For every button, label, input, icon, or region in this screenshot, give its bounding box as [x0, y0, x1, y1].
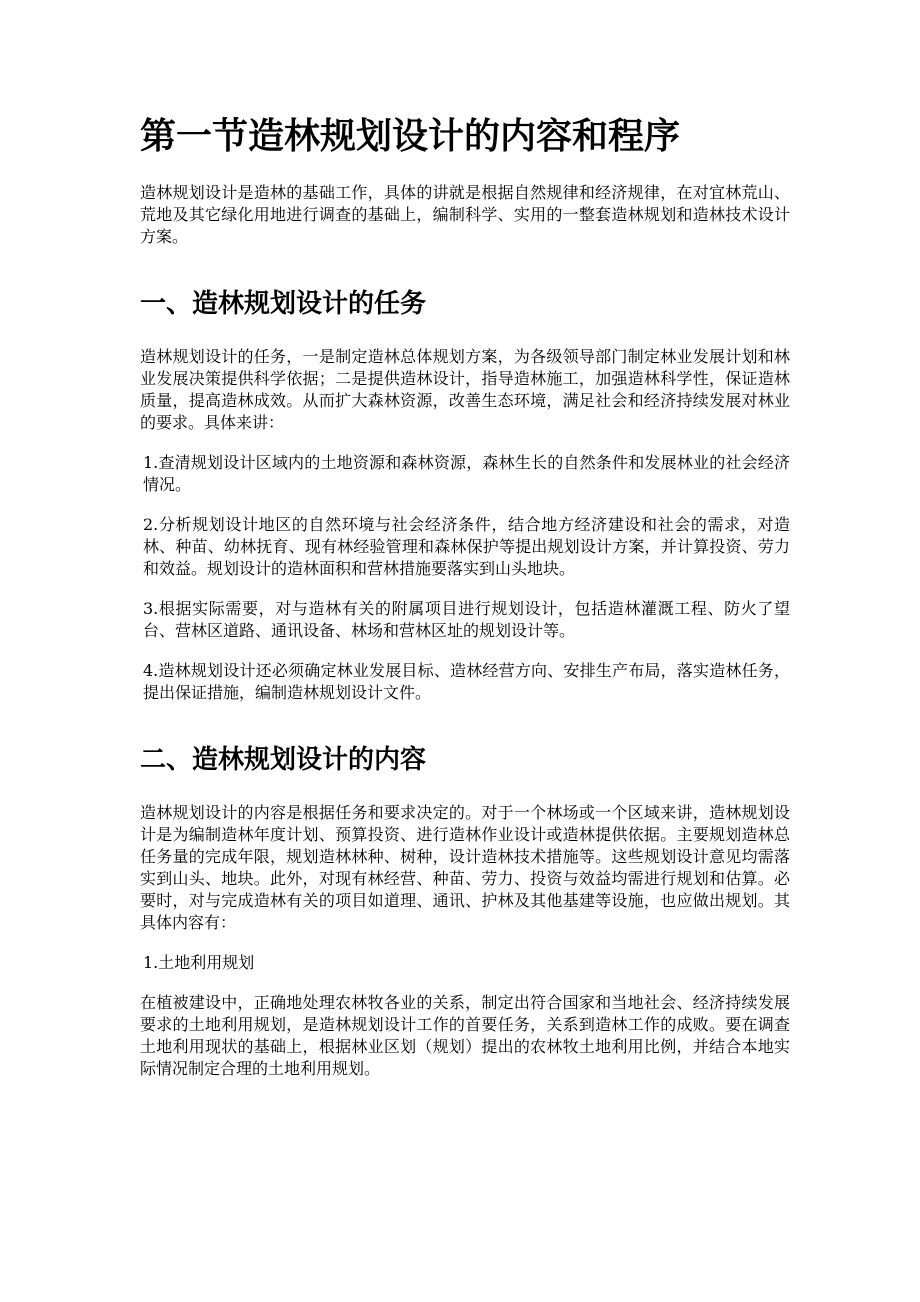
page-title: 第一节造林规划设计的内容和程序 [140, 115, 681, 157]
task-item-4: 4.造林规划设计还必须确定林业发展目标、造林经营方向、安排生产布局，落实造林任务，提出保证措施，编制造林规划设计文件。 [143, 661, 790, 702]
subheading-land-use: 1.土地利用规划 [143, 953, 255, 972]
land-use-paragraph: 在植被建设中，正确地处理农林牧各业的关系，制定出符合国家和当地社会、经济持续发展要求的土地利用规划，是造林规划设计工作的首要任务，关系到造林工作的成败。要在调查土地利用现状的基础上，根据林业区划（规划）提出的农林牧土地利用比例，并结合本地实际情况制定合理的土地利用规划。 [140, 993, 790, 1078]
section-2-heading: 二、造林规划设计的内容 [140, 745, 427, 775]
document-page [140, 108, 790, 1080]
section-2-paragraph: 造林规划设计的内容是根据任务和要求决定的。对于一个林场或一个区域来讲，造林规划设计是为编制造林年度计划、预算投资、进行造林作业设计或造林提供依据。主要规划造林总任务量的完成年限，规划造林林种、树种，设计造林技术措施等。这些规划设计意见均需落实到山头、地块。此外，对现有林经营、种苗、劳力、投资与效益均需进行规划和估算。必要时，对与完成造林有关的项目如道理、通讯、护林及其他基建等设施，也应做出规划。其具体内容有： [140, 803, 790, 932]
task-item-3: 3.根据实际需要，对与造林有关的附属项目进行规划设计，包括造林灌溉工程、防火了望台、营林区道路、通讯设备、林场和营林区址的规划设计等。 [143, 599, 790, 640]
section-1-paragraph: 造林规划设计的任务，一是制定造林总体规划方案，为各级领导部门制定林业发展计划和林业发展决策提供科学依据；二是提供造林设计，指导造林施工，加强造林科学性，保证造林质量，提高造林成效。从而扩大森林资源，改善生态环境，满足社会和经济持续发展对林业的要求。具体来讲： [140, 347, 790, 432]
section-1-heading: 一、造林规划设计的任务 [140, 289, 427, 319]
intro-paragraph: 造林规划设计是造林的基础工作，具体的讲就是根据自然规律和经济规律，在对宜林荒山、荒地及其它绿化用地进行调查的基础上，编制科学、实用的一整套造林规划和造林技术设计方案。 [140, 183, 790, 246]
task-item-2: 2.分析规划设计地区的自然环境与社会经济条件，结合地方经济建设和社会的需求，对造林、种苗、幼林抚育、现有林经验管理和森林保护等提出规划设计方案，并计算投资、劳力和效益。规划设计的造林面积和营林措施要落实到山头地块。 [143, 515, 790, 578]
task-item-1: 1.查清规划设计区域内的土地资源和森林资源，森林生长的自然条件和发展林业的社会经济情况。 [143, 453, 790, 494]
